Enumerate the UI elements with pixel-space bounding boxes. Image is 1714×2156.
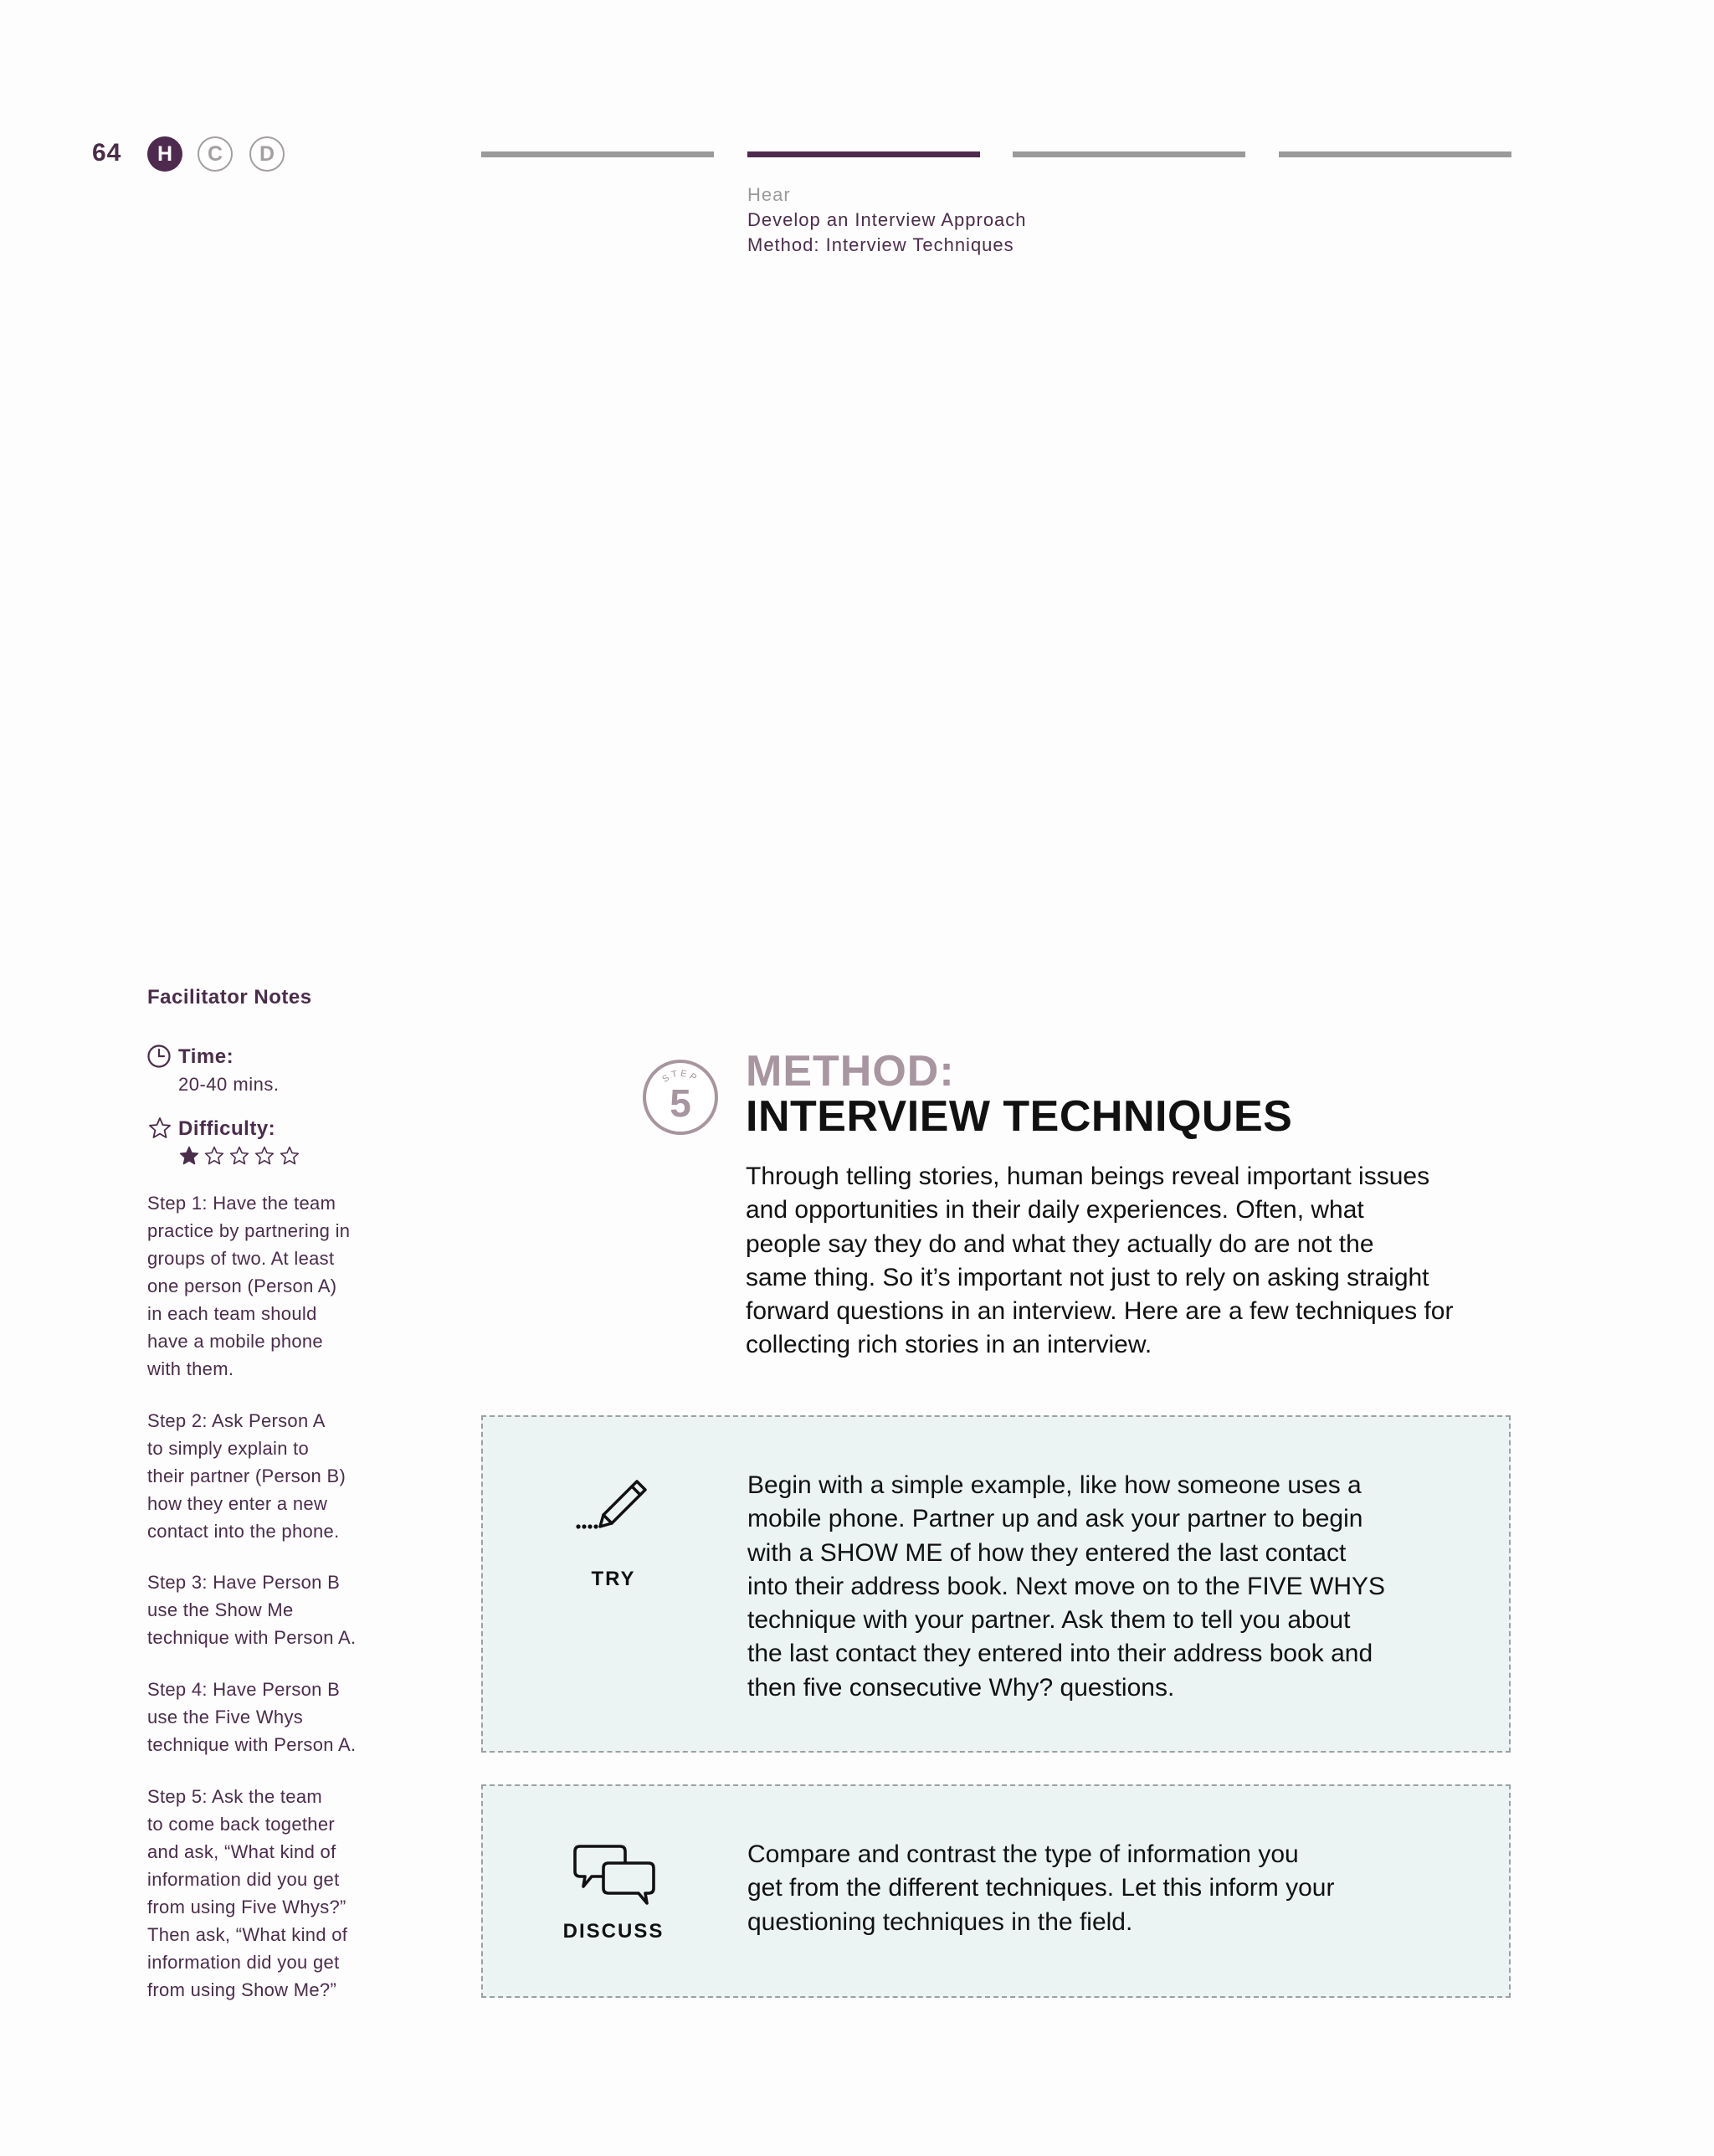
star-empty-icon — [203, 1145, 225, 1167]
try-line: then five consecutive Why? questions. — [747, 1673, 1175, 1702]
discuss-box — [481, 1784, 1511, 1998]
discuss-line: questioning techniques in the field. — [747, 1907, 1133, 1936]
step-line: how they enter a new — [147, 1493, 328, 1514]
try-line: technique with your partner. Ask them to tell you about — [747, 1606, 1351, 1635]
step-line: Step 5: Ask the team — [147, 1786, 323, 1807]
time-value: 20-40 mins. — [178, 1074, 280, 1095]
step-line: with them. — [147, 1358, 234, 1379]
method-title-prefix: METHOD: — [746, 1047, 955, 1096]
step-line: Step 4: Have Person B — [147, 1679, 341, 1700]
phase-h-indicator: H — [147, 136, 182, 172]
step-line: to come back together — [147, 1814, 335, 1835]
try-line: Begin with a simple example, like how someone uses a — [747, 1471, 1362, 1499]
try-label: TRY — [591, 1568, 636, 1590]
step-line: Step 1: Have the team — [147, 1193, 336, 1214]
time-label: Time: — [178, 1045, 234, 1068]
intro-line: forward questions in an interview. Here are a few techniques for — [746, 1297, 1454, 1326]
step-line: one person (Person A) — [147, 1276, 337, 1296]
breadcrumb-phase: Hear — [747, 184, 791, 205]
breadcrumb — [747, 182, 1027, 258]
discuss-line: Compare and contrast the type of information you — [747, 1840, 1299, 1868]
progress-segment-1 — [481, 151, 714, 157]
intro-line: and opportunities in their daily experiences. Often, what — [746, 1196, 1364, 1224]
step-badge-word: STEP — [660, 1068, 700, 1085]
breadcrumb-section: Develop an Interview Approach — [747, 209, 1027, 230]
step-line: information did you get — [147, 1869, 340, 1890]
try-line: into their address book. Next move on to the FIVE WHYS — [747, 1572, 1386, 1600]
page-number: 64 — [92, 139, 122, 167]
facilitator-step-4 — [147, 1676, 398, 1758]
step-line: technique with Person A. — [147, 1627, 357, 1648]
discuss-label: DISCUSS — [562, 1920, 665, 1943]
step-line: have a mobile phone — [147, 1331, 323, 1352]
star-empty-icon — [254, 1145, 275, 1167]
breadcrumb-method: Method: Interview Techniques — [747, 234, 1014, 255]
step-line: to simply explain to — [147, 1438, 310, 1459]
try-line: mobile phone. Partner up and ask your partner to begin — [747, 1505, 1363, 1533]
phase-c-indicator: C — [198, 136, 233, 172]
try-box — [481, 1415, 1511, 1753]
star-empty-icon — [279, 1145, 300, 1167]
difficulty-rating — [178, 1145, 300, 1167]
step-line: from using Five Whys?” — [147, 1897, 346, 1917]
pencil-icon — [573, 1471, 657, 1538]
intro-line: people say they do and what they actually do are not the — [746, 1229, 1374, 1258]
intro-line: collecting rich stories in an interview. — [746, 1331, 1152, 1359]
difficulty-label: Difficulty: — [178, 1117, 276, 1140]
step-line: use the Five Whys — [147, 1707, 304, 1727]
clock-icon — [146, 1044, 172, 1069]
star-filled-icon — [178, 1145, 200, 1167]
discuss-text — [747, 1838, 1492, 1939]
intro-line: Through telling stories, human beings reveal important issues — [746, 1163, 1430, 1190]
phase-d-indicator: D — [249, 136, 285, 172]
progress-segment-2-active — [747, 151, 980, 157]
try-line: the last contact they entered into their address book and — [747, 1640, 1373, 1668]
intro-paragraph — [746, 1160, 1532, 1363]
step-line: their partner (Person B) — [147, 1466, 346, 1486]
facilitator-step-5 — [147, 1783, 398, 2004]
try-line: with a SHOW ME of how they entered the last contact — [747, 1538, 1347, 1567]
method-title: INTERVIEW TECHNIQUES — [746, 1092, 1293, 1141]
step-line: and ask, “What kind of — [147, 1841, 336, 1862]
step-line: in each team should — [147, 1303, 317, 1324]
facilitator-step-1 — [147, 1189, 398, 1383]
star-empty-icon — [228, 1145, 250, 1167]
facilitator-notes-title: Facilitator Notes — [147, 986, 312, 1009]
step-line: contact into the phone. — [147, 1521, 340, 1542]
facilitator-step-2 — [147, 1407, 398, 1545]
facilitator-step-3 — [147, 1568, 398, 1651]
intro-line: same thing. So it’s important not just to rely on asking straight — [746, 1263, 1429, 1291]
star-outline-icon — [147, 1116, 172, 1141]
try-text — [747, 1469, 1492, 1705]
step-badge — [641, 1058, 720, 1137]
step-line: use the Show Me — [147, 1599, 294, 1620]
step-line: Step 2: Ask Person A — [147, 1410, 326, 1431]
speech-bubbles-icon — [573, 1841, 657, 1907]
step-line: from using Show Me?” — [147, 1979, 337, 2000]
step-line: technique with Person A. — [147, 1734, 357, 1755]
step-line: groups of two. At least — [147, 1248, 335, 1269]
step-line: Step 3: Have Person B — [147, 1572, 341, 1593]
discuss-line: get from the different techniques. Let this inform your — [747, 1874, 1335, 1902]
step-badge-number: 5 — [670, 1081, 691, 1125]
progress-segment-3 — [1013, 151, 1245, 157]
progress-segment-4 — [1279, 151, 1511, 157]
step-line: practice by partnering in — [147, 1220, 351, 1241]
step-line: information did you get — [147, 1952, 340, 1973]
step-line: Then ask, “What kind of — [147, 1924, 348, 1945]
